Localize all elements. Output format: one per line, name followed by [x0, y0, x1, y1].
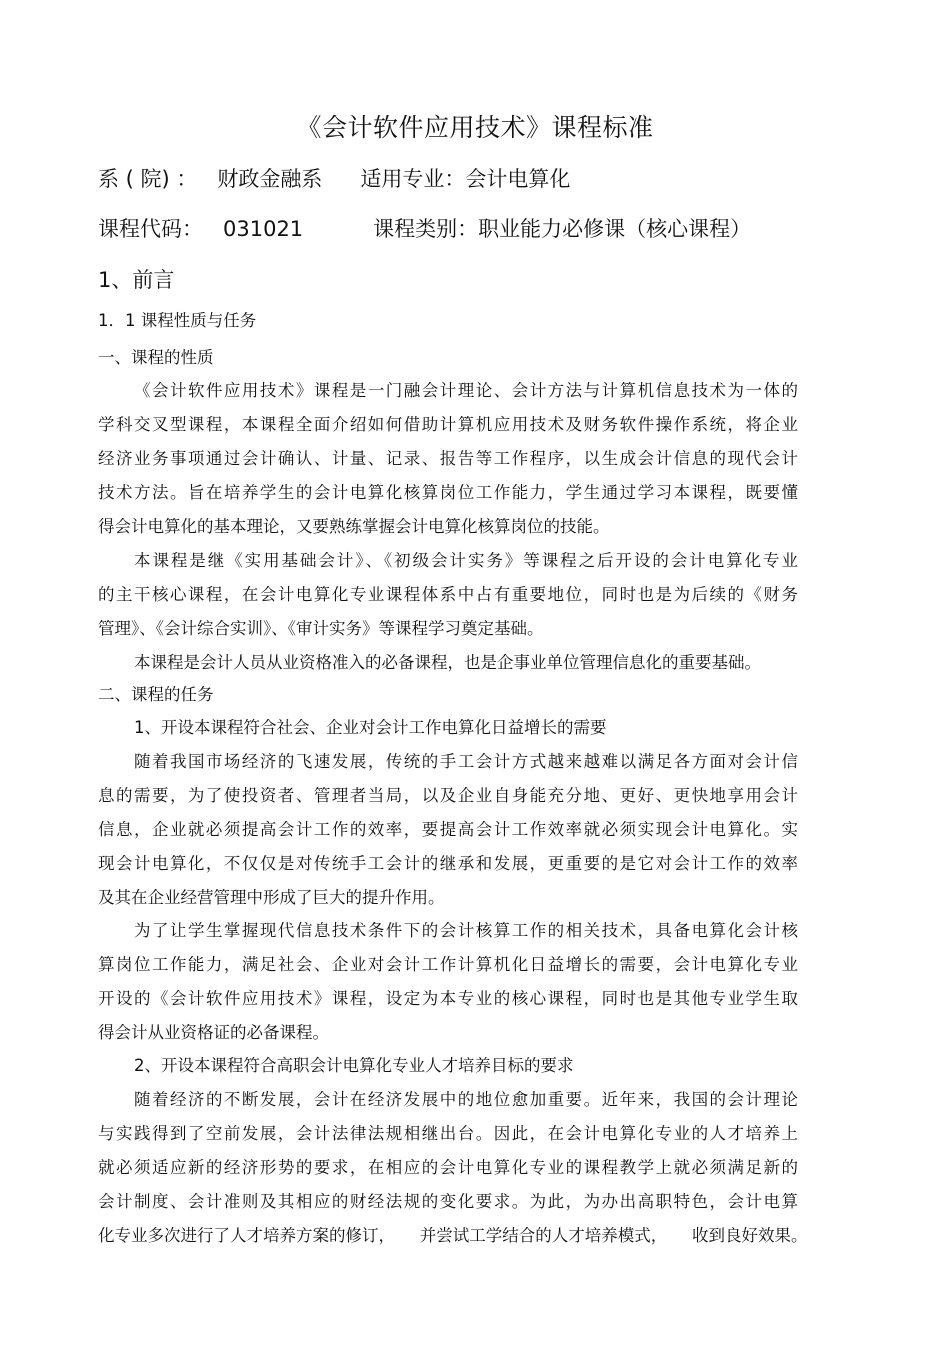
paragraph-line: 就必须适应新的经济形势的要求，在相应的会计电算化专业的课程教学上就必须满足新的 — [98, 1158, 798, 1177]
paragraph-line: 经济业务事项通过会计确认、计量、记录、报告等工作程序，以生成会计信息的现代会计 — [98, 449, 798, 468]
subheading-nature: 一、课程的性质 — [98, 348, 214, 367]
paragraph-line: 本课程是会计人员从业资格准入的必备课程，也是企事业单位管理信息化的重要基础。 — [134, 653, 761, 672]
paragraph-line: 的主干核心课程，在会计电算化专业课程体系中占有重要地位，同时也是为后续的《财务 — [98, 585, 798, 604]
course-type-label: 课程类别： — [373, 217, 479, 241]
meta-row-department — [98, 163, 570, 193]
paragraph-line: 技术方法。旨在培养学生的会计电算化核算岗位工作能力，学生通过学习本课程，既要懂 — [98, 483, 798, 502]
course-code-label: 课程代码： — [98, 217, 203, 241]
paragraph-line: 随着我国市场经济的飞速发展，传统的手工会计方式越来越难以满足各方面对会计信 — [134, 752, 798, 771]
meta-row-course — [98, 213, 751, 243]
department-value: 财政金融系 — [217, 167, 323, 191]
paragraph-line: 开设的《会计软件应用技术》课程，设定为本专业的核心课程，同时也是其他专业学生取 — [98, 989, 798, 1008]
task-item-heading: 1、开设本课程符合社会、企业对会计工作电算化日益增长的需要 — [134, 718, 607, 737]
paragraph-line: 管理》、《会计综合实训》、《审计实务》等课程学习奠定基础。 — [98, 619, 544, 638]
paragraph-line: 本课程是继《实用基础会计》、《初级会计实务》等课程之后开设的会计电算化专业 — [134, 551, 798, 570]
paragraph-line: 会计制度、会计准则及其相应的财经法规的变化要求。为此，为办出高职特色，会计电算 — [98, 1192, 798, 1211]
paragraph-line: 信息，企业就必须提高会计工作的效率，要提高会计工作效率就必须实现会计电算化。实 — [98, 820, 798, 839]
paragraph-line: 息的需要，为了使投资者、管理者当局，以及企业自身能充分地、更好、更快地享用会计 — [98, 786, 798, 805]
paragraph-line: 及其在企业经营管理中形成了巨大的提升作用。 — [98, 888, 445, 907]
paragraph-line: 化专业多次进行了人才培养方案的修订， 并尝试工学结合的人才培养模式， 收到良好效果。 — [98, 1226, 808, 1245]
paragraph-line: 学科交叉型课程，本课程全面介绍如何借助计算机应用技术及财务软件操作系统，将企业 — [98, 415, 798, 434]
task-item-heading: 2、开设本课程符合高职会计电算化专业人才培养目标的要求 — [134, 1056, 574, 1075]
course-code-value: 031021 — [223, 217, 304, 241]
subheading-tasks: 二、课程的任务 — [98, 685, 214, 704]
course-type-value: 职业能力必修课（核心课程） — [478, 217, 752, 241]
major-label: 适用专业： — [360, 167, 466, 191]
section-heading: 1、前言 — [98, 268, 175, 292]
paragraph-line: 随着经济的不断发展，会计在经济发展中的地位愈加重要。近年来，我国的会计理论 — [134, 1090, 798, 1109]
paragraph-line: 为了让学生掌握现代信息技术条件下的会计核算工作的相关技术，具备电算化会计核 — [134, 921, 798, 940]
paragraph-line: 得会计电算化的基本理论，又要熟练掌握会计电算化核算岗位的技能。 — [98, 517, 610, 536]
paragraph-line: 算岗位工作能力，满足社会、企业对会计工作计算机化日益增长的需要，会计电算化专业 — [98, 955, 798, 974]
paragraph-line: 现会计电算化，不仅仅是对传统手工会计的继承和发展，更重要的是它对会计工作的效率 — [98, 854, 798, 873]
subsection-heading: 1．1 课程性质与任务 — [98, 311, 257, 330]
department-label: 系 ( 院) ： — [98, 167, 198, 191]
paragraph-line: 得会计从业资格证的必备课程。 — [98, 1023, 329, 1042]
paragraph-line: 《会计软件应用技术》课程是一门融会计理论、会计方法与计算机信息技术为一体的 — [134, 381, 798, 400]
document-title: 《会计软件应用技术》课程标准 — [296, 113, 654, 142]
paragraph-line: 与实践得到了空前发展，会计法律法规相继出台。因此，在会计电算化专业的人才培养上 — [98, 1124, 798, 1143]
major-value: 会计电算化 — [465, 167, 571, 191]
